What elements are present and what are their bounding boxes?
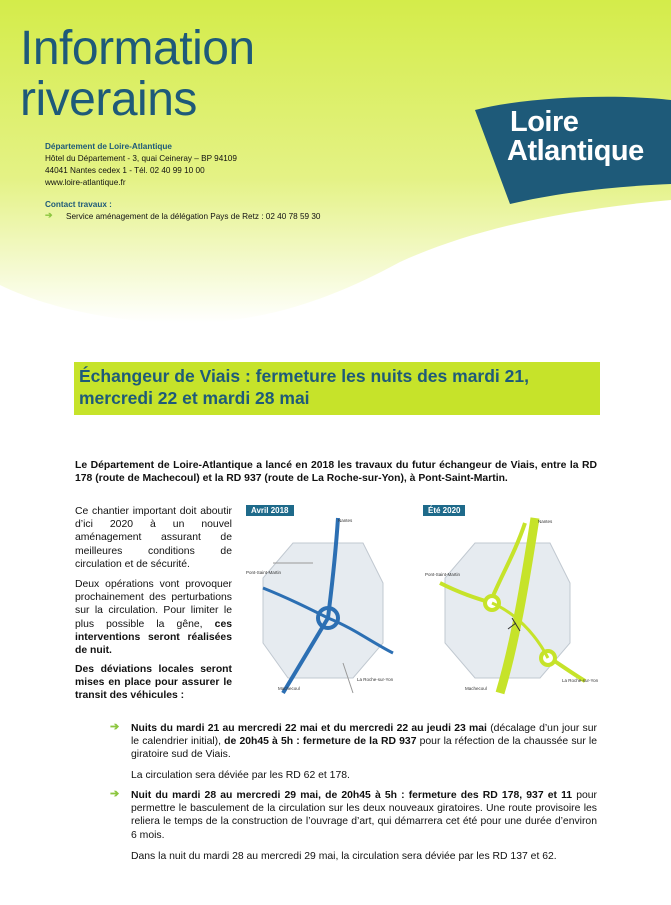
address-line1: Hôtel du Département - 3, quai Ceineray – BP 94109	[45, 154, 237, 163]
page-title-line2: riverains	[20, 73, 197, 126]
map-label-pont-right: Pont-Saint-Martin	[425, 572, 461, 577]
logo-line1: Loire	[510, 106, 579, 138]
headline-banner	[74, 362, 600, 415]
bullet-arrow-icon: ➔	[110, 788, 120, 800]
map-label-roche-right: La Roche-sur-Yon	[562, 678, 599, 683]
season-badge-left: Avril 2018	[246, 505, 294, 516]
map-label-machecoul-right: Machecoul	[465, 686, 487, 691]
contact-service: Service aménagement de la délégation Pays de Retz : 02 40 78 59 30	[66, 212, 321, 221]
paragraph-operations: Deux opérations vont provoquer prochainement des perturbations sur la circulation. Pour limiter le plus possible la gêne, ces interventions seront réalisées de nuit.	[75, 579, 233, 657]
bullet-closure-rd937: Nuits du mardi 21 au mercredi 22 mai et du mercredi 22 au jeudi 23 mai (décalage d’un jour sur le calendrier initial), de 20h45 à 5h : fermeture de la RD 937 pour la réfection de la chaussée sur le giratoire sud de Viais.	[131, 723, 598, 761]
bullet-arrow-icon: ➔	[110, 721, 120, 733]
headline-text: Échangeur de Viais : fermeture les nuits des mardi 21, mercredi 22 et mardi 28 mai	[79, 366, 529, 408]
map-summer-2020	[420, 503, 598, 701]
bullet-deviation-1: La circulation sera déviée par les RD 62 et 178.	[131, 770, 350, 781]
map-april-2018	[243, 503, 403, 701]
website-link[interactable]: www.loire-atlantique.fr	[45, 178, 126, 187]
map-label-nantes-right: Nantes	[538, 519, 553, 524]
logo-line2: Atlantique	[507, 135, 644, 167]
paragraph-project: Ce chantier important doit aboutir d’ici 2020 à un nouvel aménagement assurant de meilleures conditions de circulation et de sécurité.	[75, 506, 232, 570]
map-label-pont-left: Pont-Saint-Martin	[246, 570, 282, 575]
map-label-roche-left: La Roche-sur-Yon	[357, 677, 394, 682]
address-line2: 44041 Nantes cedex 1 - Tél. 02 40 99 10 00	[45, 166, 205, 175]
contact-label: Contact travaux :	[45, 200, 112, 209]
intro-paragraph: Le Département de Loire-Atlantique a lancé en 2018 les travaux du futur échangeur de Viais, entre la RD 178 (route de Machecoul) et la RD 937 (route de La Roche-sur-Yon), à Pont-Saint-Martin.	[75, 460, 597, 485]
bullet-closure-rd178: Nuit du mardi 28 au mercredi 29 mai, de 20h45 à 5h : fermeture des RD 178, 937 et 11 pour permettre le basculement de la circulation sur les deux nouveaux giratoires. Une route provisoire les reliera le temps de la construction de l’ouvrage d’art, qui démarrera cet été pour une durée d’environ 6 mois.	[131, 790, 597, 841]
page-title-line1: Information	[20, 22, 255, 75]
bullet-deviation-2: Dans la nuit du mardi 28 au mercredi 29 mai, la circulation sera déviée par les RD 137 et 62.	[131, 851, 557, 862]
arrow-icon: ➔	[45, 210, 53, 220]
paragraph-deviations: Des déviations locales seront mises en place pour assurer le transit des véhicules :	[75, 664, 232, 702]
season-badge-right: Été 2020	[423, 505, 465, 516]
map-label-nantes-left: Nantes	[338, 518, 353, 523]
map-label-machecoul-left: Machecoul	[278, 686, 300, 691]
org-name: Département de Loire-Atlantique	[45, 142, 172, 151]
